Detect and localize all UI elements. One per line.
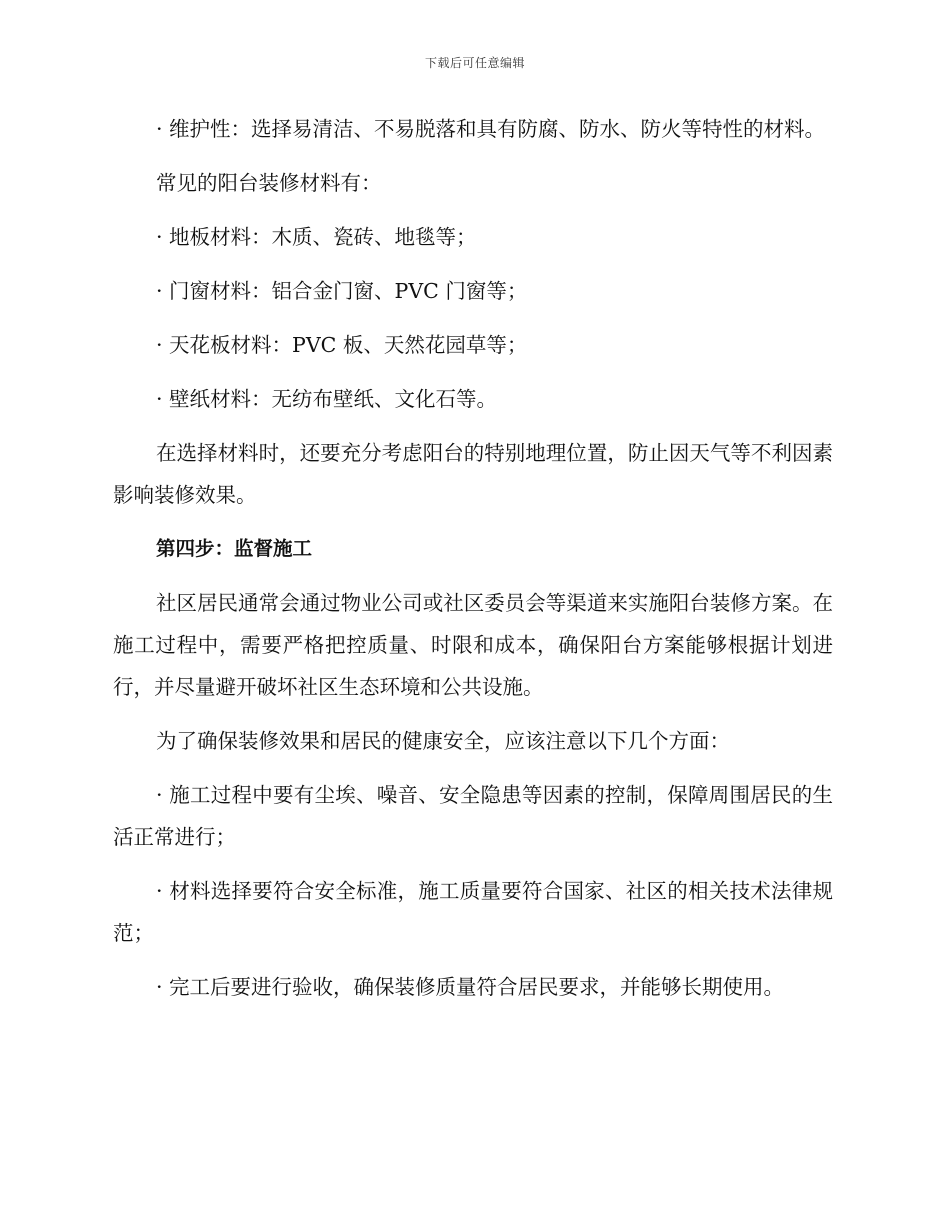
- bullet-wallpaper-materials: · 壁纸材料：无纺布壁纸、文化石等。: [156, 387, 498, 411]
- document-body: [113, 108, 833, 1020]
- bullet-acceptance: · 完工后要进行验收，确保装修质量符合居民要求，并能够长期使用。: [156, 975, 785, 999]
- construction-paragraph: 社区居民通常会通过物业公司或社区委员会等渠道来实施阳台装修方案。在施工过程中，需要严格把控质量、时限和成本，确保阳台方案能够根据计划进行，并尽量避开破坏社区生态环境和公共设施。: [113, 591, 833, 699]
- bullet-ceiling-materials: · 天花板材料：PVC 板、天然花园草等；: [156, 333, 528, 357]
- materials-intro: 常见的阳台装修材料有：: [156, 171, 382, 195]
- bullet-maintainability: · 维护性：选择易清洁、不易脱落和具有防腐、防水、防火等特性的材料。: [156, 117, 826, 141]
- bullet-floor-materials: · 地板材料：木质、瓷砖、地毯等；: [156, 225, 477, 249]
- bullet-window-materials: · 门窗材料：铝合金门窗、PVC 门窗等；: [156, 279, 528, 303]
- materials-note: 在选择材料时，还要充分考虑阳台的特别地理位置，防止因天气等不利因素影响装修效果。: [113, 441, 833, 507]
- bullet-material-standards: · 材料选择要符合安全标准，施工质量要符合国家、社区的相关技术法律规范；: [113, 879, 833, 945]
- bullet-construction-control: · 施工过程中要有尘埃、噪音、安全隐患等因素的控制，保障周围居民的生活正常进行；: [113, 783, 833, 849]
- section-heading-step-four: 第四步：监督施工: [156, 537, 313, 560]
- page-header: 下载后可任意编辑: [424, 56, 525, 70]
- attention-intro: 为了确保装修效果和居民的健康安全，应该注意以下几个方面：: [156, 729, 730, 753]
